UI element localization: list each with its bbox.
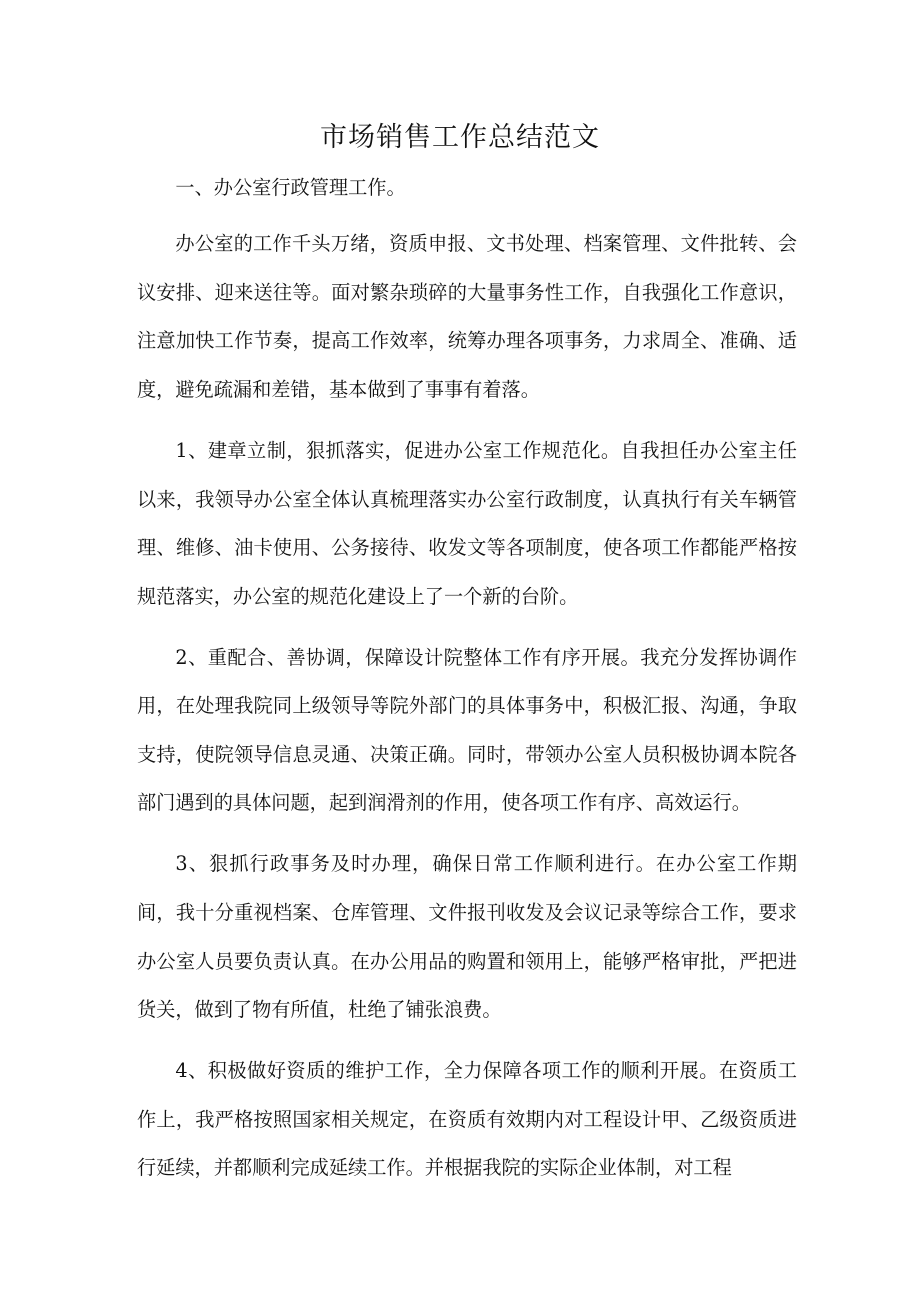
paragraph-item-4: 4、积极做好资质的维护工作，全力保障各项工作的顺利开展。在资质工作上，我严格按照国家相关规定，在资质有效期内对工程设计甲、乙级资质进行延续，并都顺利完成延续工作。并根据我院的实际企业体制，对工程 xyxy=(137,1058,797,1180)
section-heading: 一、办公室行政管理工作。 xyxy=(175,176,406,199)
paragraph-item-2: 2、重配合、善协调，保障设计院整体工作有序开展。我充分发挥协调作用，在处理我院同上级领导等院外部门的具体事务中，积极汇报、沟通，争取支持，使院领导信息灵通、决策正确。同时，带领办公室人员积极协调本院各部门遇到的具体问题，起到润滑剂的作用，使各项工作有序、高效运行。 xyxy=(137,645,797,815)
paragraph-intro: 办公室的工作千头万绪，资质申报、文书处理、档案管理、文件批转、会议安排、迎来送往等。面对繁杂琐碎的大量事务性工作，自我强化工作意识，注意加快工作节奏，提高工作效率，统筹办理各项事务，力求周全、准确、适度，避免疏漏和差错，基本做到了事事有着落。 xyxy=(137,232,797,402)
paragraph-item-1: 1、建章立制，狠抓落实，促进办公室工作规范化。自我担任办公室主任以来，我领导办公室全体认真梳理落实办公室行政制度，认真执行有关车辆管理、维修、油卡使用、公务接待、收发文等各项制度，使各项工作都能严格按规范落实，办公室的规范化建设上了一个新的台阶。 xyxy=(137,438,797,608)
paragraph-item-3: 3、狠抓行政事务及时办理，确保日常工作顺利进行。在办公室工作期间，我十分重视档案、仓库管理、文件报刊收发及会议记录等综合工作，要求办公室人员要负责认真。在办公用品的购置和领用上，能够严格审批，严把进货关，做到了物有所值，杜绝了铺张浪费。 xyxy=(137,852,797,1022)
document-title: 市场销售工作总结范文 xyxy=(320,122,600,153)
document-body xyxy=(137,168,797,1205)
